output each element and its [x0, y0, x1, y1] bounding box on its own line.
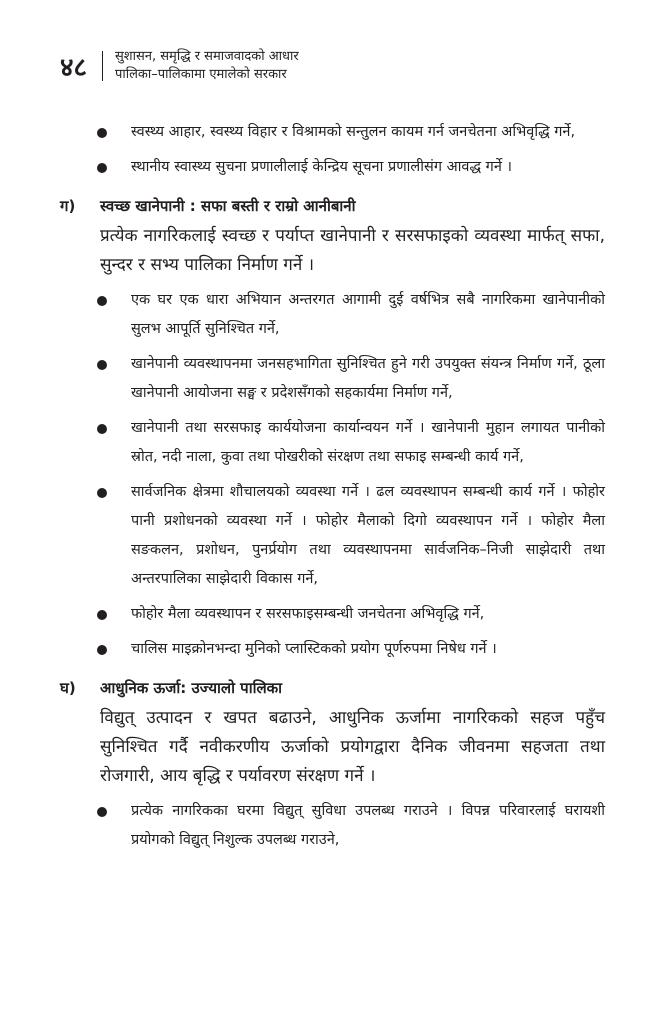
running-title-line-2: पालिका–पालिकामा एमालेको सरकार — [115, 67, 287, 82]
list-item-text: चालिस माइक्रोनभन्दा मुनिको प्लास्टिकको प्रयोग पूर्णरुपमा निषेध गर्ने । — [131, 641, 497, 657]
running-header — [60, 46, 299, 86]
bullet-icon — [97, 296, 107, 306]
bullet-icon — [97, 610, 107, 620]
list-item — [97, 478, 605, 594]
bullet-icon — [97, 424, 107, 434]
section-title: आधुनिक ऊर्जा: उज्यालो पालिका — [100, 679, 283, 697]
running-title — [115, 48, 299, 84]
list-item-text: खानेपानी तथा सरसफाइ कार्ययोजना कार्यान्वयन गर्ने । खानेपानी मुहान लगायत पानीको स्रोत, नदी नाला, कुवा तथा पोखरीको संरक्षण तथा सफाइ सम्बन्धी कार्य गर्ने, — [131, 420, 605, 465]
list-item-text: प्रत्येक नागरिकका घरमा विद्युत् सुविधा उपलब्ध गराउने । विपन्न परिवारलाई घरायशी प्रयोगको विद्युत् निशुल्क उपलब्ध गराउने, — [131, 803, 605, 848]
header-divider — [102, 51, 103, 81]
running-title-line-1: सुशासन, समृद्धि र समाजवादको आधार — [115, 49, 299, 64]
section-heading-ga — [60, 192, 605, 220]
page-number: ४८ — [60, 53, 88, 83]
list-item-text: स्वस्थ्य आहार, स्वस्थ्य विहार र विश्रामको सन्तुलन कायम गर्न जनचेतना अभिवृद्धि गर्ने, — [131, 124, 576, 140]
bullet-icon — [97, 163, 107, 173]
section-label: घ) — [60, 679, 76, 697]
section-title: स्वच्छ खानेपानी : सफा बस्ती र राम्रो आनीबानी — [100, 197, 356, 215]
list-item — [97, 286, 605, 344]
bullet-icon — [97, 488, 107, 498]
page-body — [60, 118, 605, 861]
section-heading-gha — [60, 674, 605, 702]
list-item-text: खानेपानी व्यवस्थापनमा जनसहभागिता सुनिश्चित हुने गरी उपयुक्त संयन्त्र निर्माण गर्ने, ठूला खानेपानी आयोजना सङ्घ र प्रदेशसँगको सहकार्यमा निर्माण गर्ने, — [131, 356, 605, 401]
section-bullet-list — [60, 797, 605, 855]
section-intro: विद्युत् उत्पादन र खपत बढाउने, आधुनिक ऊर्जामा नागरिकको सहज पहुँच सुनिश्चित गर्दै नवीकरणीय ऊर्जाको प्रयोगद्वारा दैनिक जीवनमा सहजता तथा रोजगारी, आय बृद्धि र पर्यावरण संरक्षण गर्ने । — [100, 708, 605, 786]
list-item — [97, 350, 605, 408]
section-intro: प्रत्येक नागरिकलाई स्वच्छ र पर्याप्त खानेपानी र सरसफाइको व्यवस्था मार्फत् सफा, सुन्दर र सभ्य पालिका निर्माण गर्ने । — [100, 226, 605, 275]
bullet-icon — [97, 128, 107, 138]
list-item — [97, 635, 605, 664]
list-item — [97, 797, 605, 855]
list-item-text: फोहोर मैला व्यवस्थापन र सरसफाइसम्बन्धी जनचेतना अभिवृद्धि गर्ने, — [131, 606, 485, 622]
list-item-text: एक घर एक धारा अभियान अन्तरगत आगामी दुई वर्षभित्र सबै नागरिकमा खानेपानीको सुलभ आपूर्ति सुनिश्चित गर्ने, — [131, 292, 605, 337]
continued-bullet-list — [60, 118, 605, 182]
list-item — [97, 153, 605, 182]
section-bullet-list — [60, 286, 605, 664]
section-label: ग) — [60, 197, 76, 215]
bullet-icon — [97, 645, 107, 655]
list-item — [97, 414, 605, 472]
list-item-text: स्थानीय स्वास्थ्य सुचना प्रणालीलाई केन्द्रिय सूचना प्रणालीसंग आवद्ध गर्ने । — [131, 159, 512, 175]
list-item — [97, 600, 605, 629]
list-item-text: सार्वजनिक क्षेत्रमा शौचालयको व्यवस्था गर्ने । ढल व्यवस्थापन सम्बन्धी कार्य गर्ने । फोहोर पानी प्रशोधनको व्यवस्था गर्ने । फोहोर मैलाको दिगो व्यवस्थापन गर्ने । फोहोर मैला सङकलन, प्रशोधन, पुनर्प्रयोग तथा व्यवस्थापनमा सार्वजनिक–निजी साझेदारी तथा अन्तरपालिका साझेदारी विकास गर्ने, — [131, 484, 605, 587]
bullet-icon — [97, 360, 107, 370]
bullet-icon — [97, 807, 107, 817]
list-item — [97, 118, 605, 147]
